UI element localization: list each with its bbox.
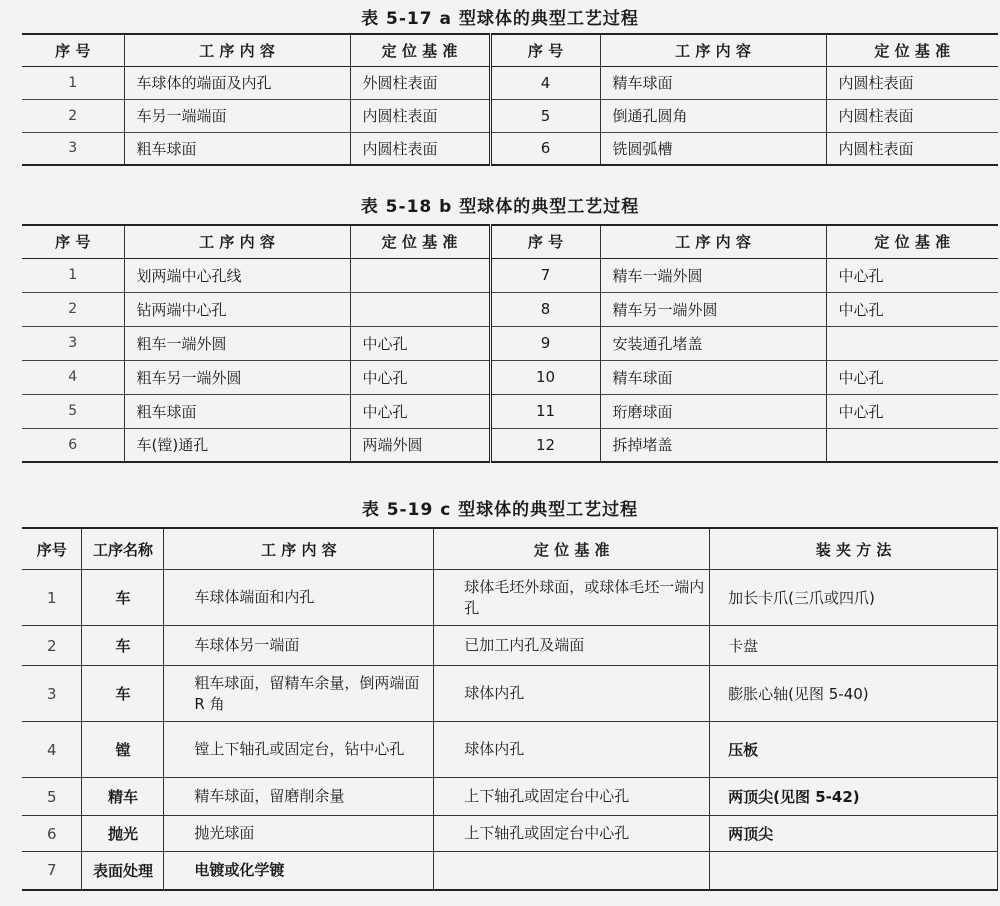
cell: 车 [82,666,164,722]
cell: 1 [22,66,124,99]
cell: 精车 [82,778,164,816]
table-row [22,360,998,394]
header-cell: 序 号 [490,34,600,66]
cell: 4 [22,360,124,394]
cell: 9 [490,326,600,360]
table-row [22,99,998,132]
cell: 1 [22,258,124,292]
cell: 8 [490,292,600,326]
cell: 粗车球面，留精车余量，倒两端面 R 角 [164,666,434,722]
cell: 铣圆弧槽 [600,132,826,165]
header-cell: 定 位 基 准 [350,225,490,258]
cell: 中心孔 [350,326,490,360]
cell: 镗上下轴孔或固定台，钻中心孔 [164,722,434,778]
cell: 6 [490,132,600,165]
cell [350,258,490,292]
cell: 车另一端端面 [124,99,350,132]
table-row [22,258,998,292]
cell: 7 [22,852,82,890]
header-cell: 定 位 基 准 [826,34,998,66]
table-row [22,816,998,852]
table-row [22,852,998,890]
cell: 镗 [82,722,164,778]
table-a-title: 表 5-17 a 型球体的典型工艺过程 [361,9,639,29]
header-cell: 工 序 内 容 [124,34,350,66]
header-cell: 定 位 基 准 [434,528,710,570]
cell: 10 [490,360,600,394]
cell: 5 [490,99,600,132]
cell: 3 [22,132,124,165]
cell: 粗车另一端外圆 [124,360,350,394]
cell: 拆掉堵盖 [600,428,826,462]
cell: 精车另一端外圆 [600,292,826,326]
table-c-header [22,528,998,570]
cell: 内圆柱表面 [350,132,490,165]
cell: 两顶尖(见图 5-42) [710,778,998,816]
cell: 1 [22,570,82,626]
cell [710,852,998,890]
table-b-header [22,225,998,258]
cell: 3 [22,326,124,360]
cell: 5 [22,778,82,816]
cell: 车球体另一端面 [164,626,434,666]
table-row [22,428,998,462]
cell: 2 [22,99,124,132]
cell: 7 [490,258,600,292]
header-cell: 序 号 [22,34,124,66]
cell: 4 [490,66,600,99]
cell: 两端外圆 [350,428,490,462]
cell: 上下轴孔或固定台中心孔 [434,816,710,852]
cell: 球体内孔 [434,666,710,722]
cell: 外圆柱表面 [350,66,490,99]
cell: 加长卡爪(三爪或四爪) [710,570,998,626]
cell: 中心孔 [826,394,998,428]
header-cell: 工 序 内 容 [124,225,350,258]
cell: 内圆柱表面 [350,99,490,132]
header-cell: 定 位 基 准 [350,34,490,66]
cell: 粗车一端外圆 [124,326,350,360]
cell: 内圆柱表面 [826,99,998,132]
cell: 3 [22,666,82,722]
cell: 卡盘 [710,626,998,666]
table-b-title: 表 5-18 b 型球体的典型工艺过程 [360,197,640,217]
cell: 精车球面，留磨削余量 [164,778,434,816]
table-c-title: 表 5-19 c 型球体的典型工艺过程 [361,500,639,520]
cell: 6 [22,428,124,462]
cell: 车 [82,626,164,666]
cell [350,292,490,326]
cell: 粗车球面 [124,394,350,428]
table-row [22,394,998,428]
table-row [22,570,998,626]
cell: 压板 [710,722,998,778]
cell: 粗车球面 [124,132,350,165]
header-cell: 工 序 内 容 [164,528,434,570]
cell [826,326,998,360]
table-row [22,292,998,326]
cell: 中心孔 [826,258,998,292]
cell: 车 [82,570,164,626]
table-row [22,132,998,165]
cell: 12 [490,428,600,462]
cell: 划两端中心孔线 [124,258,350,292]
cell: 精车球面 [600,66,826,99]
cell [826,428,998,462]
cell: 球体内孔 [434,722,710,778]
cell: 5 [22,394,124,428]
cell: 上下轴孔或固定台中心孔 [434,778,710,816]
cell: 精车球面 [600,360,826,394]
cell: 安装通孔堵盖 [600,326,826,360]
table-a [22,33,998,166]
header-cell: 装 夹 方 法 [710,528,998,570]
cell: 中心孔 [350,360,490,394]
cell: 2 [22,292,124,326]
cell: 中心孔 [350,394,490,428]
header-cell: 序 号 [490,225,600,258]
cell: 中心孔 [826,292,998,326]
table-row [22,722,998,778]
cell: 钻两端中心孔 [124,292,350,326]
cell: 两顶尖 [710,816,998,852]
cell: 抛光球面 [164,816,434,852]
cell: 表面处理 [82,852,164,890]
cell: 6 [22,816,82,852]
table-row [22,326,998,360]
cell: 抛光 [82,816,164,852]
header-cell: 序号 [22,528,82,570]
cell: 内圆柱表面 [826,66,998,99]
header-cell: 工 序 内 容 [600,225,826,258]
table-a-header [22,34,998,66]
table-row [22,626,998,666]
cell: 车球体端面和内孔 [164,570,434,626]
cell: 4 [22,722,82,778]
table-row [22,778,998,816]
cell: 2 [22,626,82,666]
cell: 内圆柱表面 [826,132,998,165]
header-cell: 定 位 基 准 [826,225,998,258]
header-cell: 工序名称 [82,528,164,570]
table-c [22,527,998,891]
cell: 膨胀心轴(见图 5-40) [710,666,998,722]
cell: 电镀或化学镀 [164,852,434,890]
table-row [22,666,998,722]
cell: 车(镗)通孔 [124,428,350,462]
cell: 中心孔 [826,360,998,394]
header-cell: 序 号 [22,225,124,258]
table-b [22,224,998,463]
cell: 精车一端外圆 [600,258,826,292]
cell: 球体毛坯外球面，或球体毛坯一端内孔 [434,570,710,626]
header-cell: 工 序 内 容 [600,34,826,66]
cell: 车球体的端面及内孔 [124,66,350,99]
table-row [22,66,998,99]
cell: 已加工内孔及端面 [434,626,710,666]
cell: 倒通孔圆角 [600,99,826,132]
cell: 珩磨球面 [600,394,826,428]
cell: 11 [490,394,600,428]
cell [434,852,710,890]
